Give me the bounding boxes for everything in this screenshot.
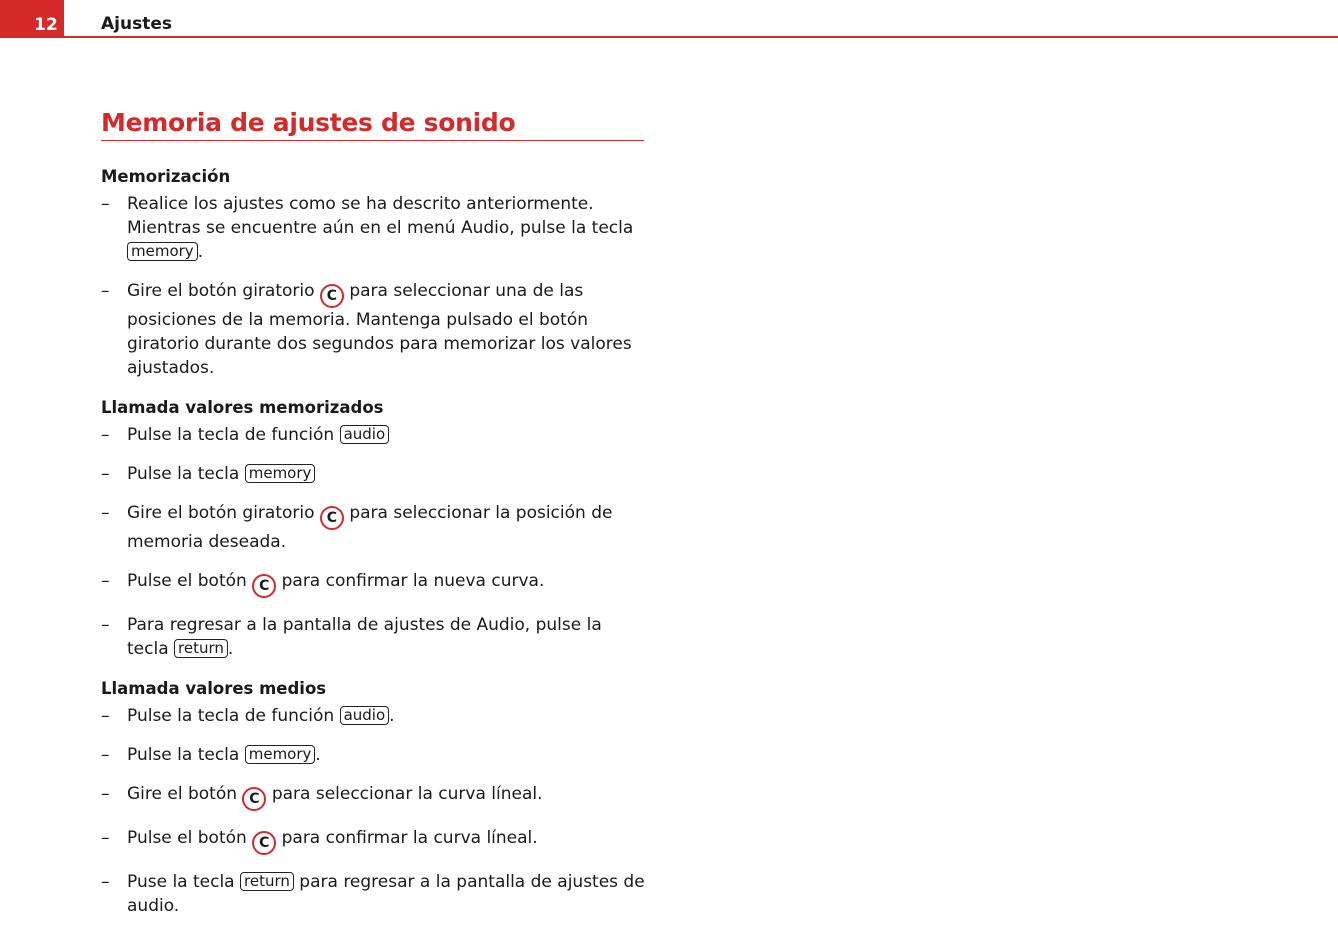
list-item: – Gire el botón giratorio C para seleccionar una de las posiciones de la memoria. Mantenga pulsado el botón giratorio durante dos segundos para memorizar los valores ajustados. (101, 281, 632, 378)
instruction-list (101, 704, 646, 918)
page-title: Memoria de ajustes de sonido (101, 108, 644, 141)
instruction-list (101, 192, 646, 380)
return-key: return (174, 639, 228, 658)
list-item: – Pulse la tecla memory (101, 462, 646, 486)
main-content (101, 108, 646, 933)
header-divider (64, 36, 1338, 38)
list-item: – Pulse el botón C para confirmar la curva líneal. (101, 826, 646, 855)
list-item: – Puse la tecla return para regresar a la pantalla de ajustes de audio. (101, 872, 645, 916)
list-item: – Pulse la tecla de función audio . (101, 706, 395, 726)
list-item: – Pulse la tecla memory . (101, 745, 321, 765)
section-heading-medios: Llamada valores medios (101, 679, 327, 698)
rotary-knob-icon: C (242, 787, 266, 811)
rotary-knob-icon: C (252, 574, 276, 598)
section-heading-memorizacion: Memorización (101, 167, 231, 186)
page-header (0, 0, 1338, 38)
page-number: 12 (0, 0, 64, 38)
list-item: – Gire el botón C para seleccionar la curva líneal. (101, 782, 646, 811)
memory-key: memory (245, 464, 316, 483)
return-key: return (240, 872, 294, 891)
list-item: – Para regresar a la pantalla de ajustes de Audio, pulse la tecla return . (101, 615, 602, 659)
rotary-knob-icon: C (252, 831, 276, 855)
memory-key: memory (127, 242, 198, 261)
list-item: – Gire el botón giratorio C para seleccionar la posición de memoria deseada. (101, 503, 613, 552)
list-item: – Pulse la tecla de función audio (101, 423, 646, 447)
rotary-knob-icon: C (320, 506, 344, 530)
section-title: Ajustes (101, 14, 172, 34)
memory-key: memory (245, 745, 316, 764)
list-item: – Pulse el botón C para confirmar la nueva curva. (101, 569, 646, 598)
rotary-knob-icon: C (320, 284, 344, 308)
list-item: – Realice los ajustes como se ha descrito anteriormente. Mientras se encuentre aún en el menú Audio, pulse la tecla memory . (101, 194, 634, 262)
section-heading-memorizados: Llamada valores memorizados (101, 398, 384, 417)
audio-key: audio (340, 706, 390, 725)
instruction-list (101, 423, 646, 661)
audio-key: audio (340, 425, 390, 444)
